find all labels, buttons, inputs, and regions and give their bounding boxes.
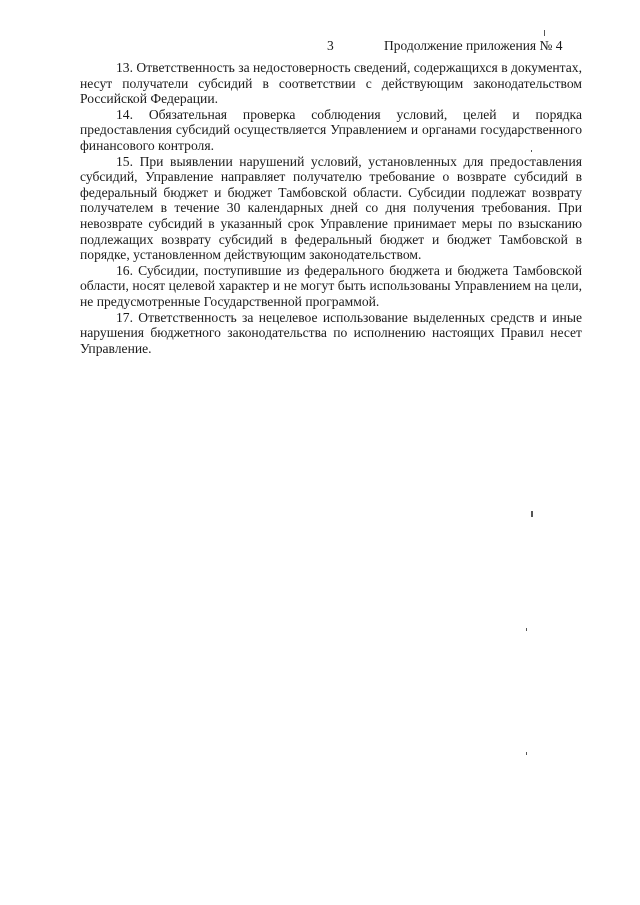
scan-speck — [526, 752, 527, 755]
page-number: 3 — [327, 38, 334, 53]
paragraph-16: 16. Субсидии, поступившие из федерального бюджета и бюджета Тамбовской области, носят целевой характер и не могут быть использованы Управлением на цели, не предусмотренные Государственной программой. — [80, 262, 582, 309]
scan-speck — [531, 150, 532, 152]
document-body — [80, 60, 582, 356]
scan-speck — [531, 511, 533, 517]
paragraph-15: 15. При выявлении нарушений условий, установленных для предоставления субсидий, Управление направляет получателю требование о возврате субсидий в федеральный бюджет и бюджет Тамбовской области. Субсидии подлежат возврату получателем в течение 30 календарных дней со дня получения требования. При невозврате субсидий в указанный срок Управление принимает меры по взысканию подлежащих возврату субсидий в федеральный бюджет и бюджет Тамбовской в порядке, установленном действующим законодательством. — [80, 153, 582, 263]
paragraph-14: 14. Обязательная проверка соблюдения условий, целей и порядка предоставления субсидий осуществляется Управлением и органами государственного финансового контроля. — [80, 106, 582, 153]
scan-speck — [526, 628, 527, 631]
paragraph-13: 13. Ответственность за недостоверность сведений, содержащихся в документах, несут получатели субсидий в соответствии с действующим законодательством Российской Федерации. — [80, 60, 583, 107]
paragraph-17: 17. Ответственность за нецелевое использование выделенных средств и иные нарушения бюджетного законодательства по исполнению настоящих Правил несет Управление. — [80, 309, 582, 356]
page-header — [0, 38, 640, 56]
appendix-continuation-label: Продолжение приложения № 4 — [384, 38, 563, 53]
scan-speck — [544, 30, 545, 36]
